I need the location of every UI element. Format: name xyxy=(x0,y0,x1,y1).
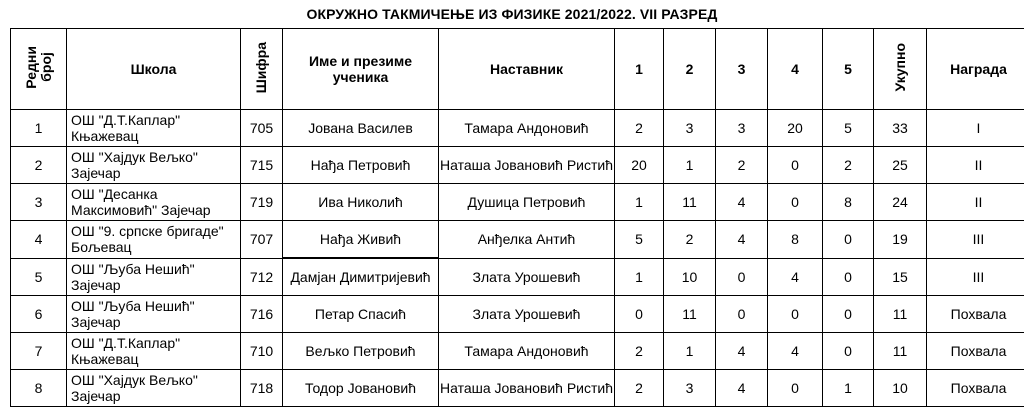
problem4-score-cell: 0 xyxy=(768,184,823,221)
problem1-score-cell: 2 xyxy=(615,110,664,147)
problem4-score-cell: 4 xyxy=(768,333,823,370)
award-cell: III xyxy=(927,258,1024,296)
problem3-score-cell: 0 xyxy=(716,296,768,333)
table-row xyxy=(11,221,1024,259)
problem5-score-cell: 1 xyxy=(823,370,874,407)
award-cell: II xyxy=(927,147,1024,184)
code-cell: 715 xyxy=(241,147,283,184)
problem4-score-cell: 4 xyxy=(768,258,823,296)
code-cell: 705 xyxy=(241,110,283,147)
student-cell: Вељко Петровић xyxy=(283,333,439,370)
header-p4: 4 xyxy=(768,29,823,110)
table-row xyxy=(11,333,1024,370)
rank-cell: 7 xyxy=(11,333,67,370)
problem3-score-cell: 2 xyxy=(716,147,768,184)
header-p5: 5 xyxy=(823,29,874,110)
rank-cell: 6 xyxy=(11,296,67,333)
total-score-cell: 15 xyxy=(874,258,927,296)
award-cell: Похвала xyxy=(927,296,1024,333)
school-cell: ОШ "Десанка Максимовић" Зајечар xyxy=(67,184,241,221)
problem3-score-cell: 4 xyxy=(716,370,768,407)
award-cell: I xyxy=(927,110,1024,147)
problem2-score-cell: 3 xyxy=(664,370,716,407)
problem3-score-cell: 4 xyxy=(716,333,768,370)
problem4-score-cell: 20 xyxy=(768,110,823,147)
rank-cell: 3 xyxy=(11,184,67,221)
problem4-score-cell: 0 xyxy=(768,147,823,184)
code-cell: 718 xyxy=(241,370,283,407)
student-cell: Дамјан Димитријевић xyxy=(283,258,439,296)
teacher-cell: Анђелка Антић xyxy=(439,221,615,259)
header-p2: 2 xyxy=(664,29,716,110)
code-cell: 716 xyxy=(241,296,283,333)
problem1-score-cell: 5 xyxy=(615,221,664,259)
problem1-score-cell: 2 xyxy=(615,370,664,407)
student-cell: Нађа Петровић xyxy=(283,147,439,184)
header-code xyxy=(241,29,283,110)
problem2-score-cell: 10 xyxy=(664,258,716,296)
problem3-score-cell: 3 xyxy=(716,110,768,147)
rank-cell: 4 xyxy=(11,221,67,259)
table-row xyxy=(11,370,1024,407)
teacher-cell: Злата Урошевић xyxy=(439,296,615,333)
teacher-cell: Наташа Јовановић Ристић xyxy=(439,370,615,407)
problem1-score-cell: 0 xyxy=(615,296,664,333)
school-cell: ОШ "Д.Т.Каплар" Књажевац xyxy=(67,110,241,147)
code-cell: 719 xyxy=(241,184,283,221)
problem1-score-cell: 1 xyxy=(615,258,664,296)
student-cell: Нађа Живић xyxy=(283,221,439,259)
total-score-cell: 19 xyxy=(874,221,927,259)
student-cell: Ива Николић xyxy=(283,184,439,221)
code-cell: 710 xyxy=(241,333,283,370)
student-cell: Јована Василев xyxy=(283,110,439,147)
problem4-score-cell: 0 xyxy=(768,370,823,407)
page-title: ОКРУЖНО ТАКМИЧЕЊЕ ИЗ ФИЗИКЕ 2021/2022. VII РАЗРЕД xyxy=(306,6,718,22)
school-cell: ОШ "Љуба Нешић" Зајечар xyxy=(67,296,241,333)
total-score-cell: 11 xyxy=(874,296,927,333)
table-row xyxy=(11,184,1024,221)
header-p3: 3 xyxy=(716,29,768,110)
teacher-cell: Тамара Андоновић xyxy=(439,110,615,147)
problem4-score-cell: 8 xyxy=(768,221,823,259)
total-score-cell: 33 xyxy=(874,110,927,147)
header-award: Награда xyxy=(927,29,1024,110)
problem5-score-cell: 2 xyxy=(823,147,874,184)
header-rb xyxy=(11,29,67,110)
problem5-score-cell: 0 xyxy=(823,333,874,370)
school-cell: ОШ "Љуба Нешић" Зајечар xyxy=(67,258,241,296)
teacher-cell: Душица Петровић xyxy=(439,184,615,221)
student-cell: Тодор Јовановић xyxy=(283,370,439,407)
header-teacher: Наставник xyxy=(439,29,615,110)
rank-cell: 5 xyxy=(11,258,67,296)
problem5-score-cell: 0 xyxy=(823,258,874,296)
results-table xyxy=(10,28,1024,407)
problem5-score-cell: 0 xyxy=(823,221,874,259)
award-cell: Похвала xyxy=(927,333,1024,370)
teacher-cell: Злата Урошевић xyxy=(439,258,615,296)
rank-cell: 8 xyxy=(11,370,67,407)
award-cell: Похвала xyxy=(927,370,1024,407)
header-total xyxy=(874,29,927,110)
school-cell: ОШ "9. српске бригаде" Бољевац xyxy=(67,221,241,259)
problem2-score-cell: 1 xyxy=(664,147,716,184)
problem5-score-cell: 8 xyxy=(823,184,874,221)
school-cell: ОШ "Хајдук Вељко" Зајечар xyxy=(67,147,241,184)
problem5-score-cell: 0 xyxy=(823,296,874,333)
problem2-score-cell: 11 xyxy=(664,296,716,333)
problem3-score-cell: 0 xyxy=(716,258,768,296)
table-row xyxy=(11,258,1024,296)
teacher-cell: Наташа Јовановић Ристић xyxy=(439,147,615,184)
header-code-label: Шифра xyxy=(253,41,269,94)
rank-cell: 1 xyxy=(11,110,67,147)
rank-cell: 2 xyxy=(11,147,67,184)
problem3-score-cell: 4 xyxy=(716,184,768,221)
problem1-score-cell: 20 xyxy=(615,147,664,184)
code-cell: 707 xyxy=(241,221,283,259)
table-row xyxy=(11,147,1024,184)
problem3-score-cell: 4 xyxy=(716,221,768,259)
header-student: Име и презиме ученика xyxy=(283,29,439,110)
problem2-score-cell: 1 xyxy=(664,333,716,370)
problem2-score-cell: 11 xyxy=(664,184,716,221)
header-total-label: Укупно xyxy=(891,43,908,92)
award-cell: II xyxy=(927,184,1024,221)
teacher-cell: Тамара Андоновић xyxy=(439,333,615,370)
student-cell: Петар Спасић xyxy=(283,296,439,333)
problem1-score-cell: 2 xyxy=(615,333,664,370)
problem2-score-cell: 2 xyxy=(664,221,716,259)
school-cell: ОШ "Д.Т.Каплар" Књажевац xyxy=(67,333,241,370)
award-cell: III xyxy=(927,221,1024,259)
problem5-score-cell: 5 xyxy=(823,110,874,147)
problem4-score-cell: 0 xyxy=(768,296,823,333)
school-cell: ОШ "Хајдук Вељко" Зајечар xyxy=(67,370,241,407)
table-row xyxy=(11,296,1024,333)
total-score-cell: 24 xyxy=(874,184,927,221)
table-row xyxy=(11,110,1024,147)
code-cell: 712 xyxy=(241,258,283,296)
header-school: Школа xyxy=(67,29,241,110)
header-rb-label: Редни број xyxy=(22,46,54,89)
problem2-score-cell: 3 xyxy=(664,110,716,147)
header-p1: 1 xyxy=(615,29,664,110)
total-score-cell: 10 xyxy=(874,370,927,407)
total-score-cell: 25 xyxy=(874,147,927,184)
problem1-score-cell: 1 xyxy=(615,184,664,221)
total-score-cell: 11 xyxy=(874,333,927,370)
header-row xyxy=(11,29,1024,110)
